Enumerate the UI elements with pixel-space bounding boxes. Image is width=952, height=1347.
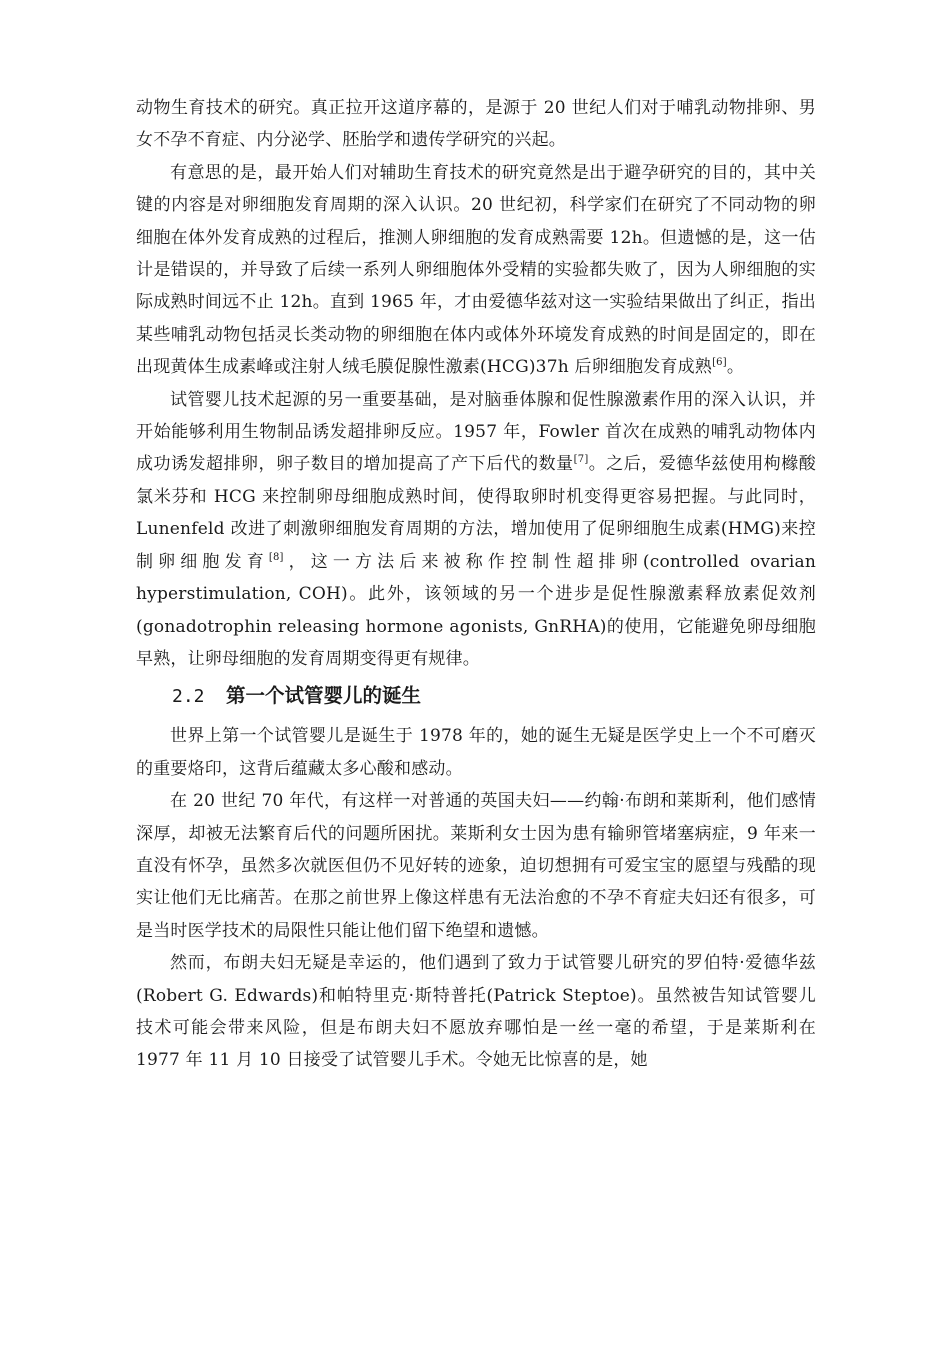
section-title: 第一个试管婴儿的诞生 (226, 684, 422, 708)
citation-8[interactable]: [8] (268, 551, 284, 563)
paragraph-text: ，这一方法后来被称作控制性超排卵(controlled ovarian hyperstimulation, COH)。此外，该领域的另一个进步是促性腺激素释放素促效剂(gonadotrophin releasing hormone agonists, GnRHA)的使用，它能避免卵母细胞早熟，让卵母细胞的发育周期变得更有规律。 (136, 551, 817, 669)
citation-6[interactable]: [6] (712, 357, 727, 369)
paragraph-superovulation (136, 384, 816, 676)
paragraph-text: 。之后，爱德华兹使用枸橼酸氯米芬和 HCG 来控制卵母细胞成熟时间，使得取卵时机变得更容易把握。与此同时，Lunenfeld 改进了刺激卵细胞发育周期的方法，增加使用了促卵细胞生成素(HMG)来控制卵细胞发育 (136, 454, 816, 572)
paragraph-text-end: 。 (726, 357, 745, 378)
citation-7[interactable]: [7] (573, 454, 589, 466)
paragraph-edwards-steptoe: 然而，布朗夫妇无疑是幸运的，他们遇到了致力于试管婴儿研究的罗伯特·爱德华兹(Robert G. Edwards)和帕特里克·斯特普托(Patrick Steptoe)。虽然被告知试管婴儿技术可能会带来风险，但是布朗夫妇不愿放弃哪怕是一丝一毫的希望，于是莱斯利在 1977 年 11 月 10 日接受了试管婴儿手术。令她无比惊喜的是，她 (136, 953, 816, 1071)
paragraph-continued: 动物生育技术的研究。真正拉开这道序幕的，是源于 20 世纪人们对于哺乳动物排卵、男女不孕不育症、内分泌学、胚胎学和遗传学研究的兴起。 (136, 98, 816, 151)
paragraph-text: 有意思的是，最开始人们对辅助生育技术的研究竟然是出于避孕研究的目的，其中关键的内容是对卵细胞发育周期的深入认识。20 世纪初，科学家们在研究了不同动物的卵细胞在体外发育成熟的过程后，推测人卵细胞的发育成熟需要 12h。但遗憾的是，这一估计是错误的，并导致了后续一系列人卵细胞体外受精的实验都失败了，因为人卵细胞的实际成熟时间远不止 12h。直到 1965 年，才由爱德华兹对这一实验结果做出了纠正，指出某些哺乳动物包括灵长类动物的卵细胞在体内或体外环境发育成熟的时间是固定的，即在出现黄体生成素峰或注射人绒毛膜促腺性激素(HCG)37h 后卵细胞发育成熟 (136, 162, 816, 378)
section-number: 2.2 (172, 686, 205, 708)
section-heading (136, 677, 816, 716)
paragraph-first-ivf-baby: 世界上第一个试管婴儿是诞生于 1978 年的，她的诞生无疑是医学史上一个不可磨灭的重要烙印，这背后蕴藏太多心酸和感动。 (136, 726, 816, 779)
page-body (136, 92, 816, 1077)
paragraph-text: 试管婴儿技术起源的另一重要基础，是对脑垂体腺和促性腺激素作用的深入认识，并开始能够利用生物制品诱发超排卵反应。1957 年，Fowler 首次在成熟的哺乳动物体内成功诱发超排卵，卵子数目的增加提高了产下后代的数量 (136, 389, 816, 475)
paragraph-brown-couple: 在 20 世纪 70 年代，有这样一对普通的英国夫妇——约翰·布朗和莱斯利，他们感情深厚，却被无法繁育后代的问题所困扰。莱斯利女士因为患有输卵管堵塞病症，9 年来一直没有怀孕，虽然多次就医但仍不见好转的迹象，迫切想拥有可爱宝宝的愿望与残酷的现实让他们无比痛苦。在那之前世界上像这样患有无法治愈的不孕不育症夫妇还有很多，可是当时医学技术的局限性只能让他们留下绝望和遗憾。 (136, 791, 816, 941)
paragraph-egg-cell-cycle (136, 157, 816, 384)
